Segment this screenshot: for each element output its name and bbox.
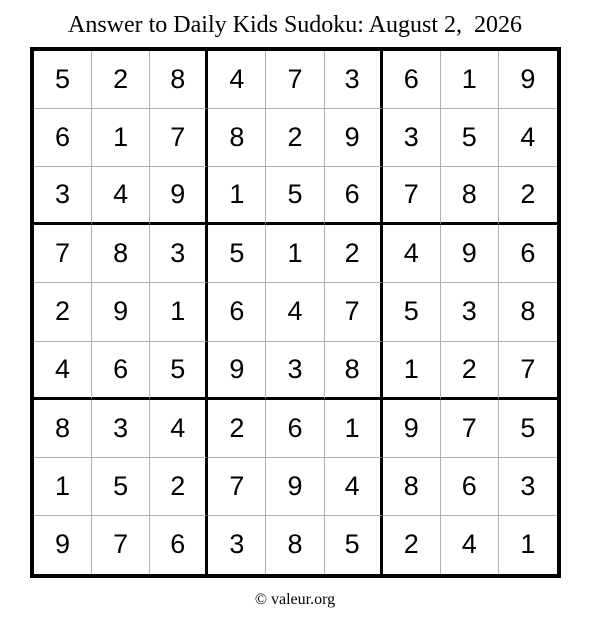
sudoku-cell: 6 — [441, 458, 499, 516]
sudoku-cell: 8 — [34, 400, 92, 458]
sudoku-cell: 7 — [34, 225, 92, 283]
sudoku-cell: 5 — [92, 458, 150, 516]
sudoku-cell: 3 — [266, 342, 324, 400]
sudoku-cell: 7 — [92, 516, 150, 574]
sudoku-cell: 4 — [92, 167, 150, 225]
sudoku-cell: 1 — [208, 167, 266, 225]
sudoku-cell: 9 — [92, 283, 150, 341]
sudoku-cell: 1 — [520, 529, 536, 560]
sudoku-cell: 8 — [441, 167, 499, 225]
sudoku-cell: 6 — [266, 400, 324, 458]
sudoku-cell: 9 — [325, 109, 383, 167]
page-title: Answer to Daily Kids Sudoku: August 2, 2026 — [67, 12, 522, 38]
sudoku-cell: 6 — [383, 51, 441, 109]
sudoku-cell: 2 — [34, 283, 92, 341]
sudoku-cell: 8 — [208, 109, 266, 167]
sudoku-cell: 5 — [441, 109, 499, 167]
sudoku-cell: 1 — [92, 109, 150, 167]
sudoku-cell: 1 — [150, 283, 208, 341]
sudoku-cell: 4 — [150, 400, 208, 458]
sudoku-cell: 7 — [383, 167, 441, 225]
sudoku-cell: 5 — [266, 167, 324, 225]
sudoku-cell: 4 — [383, 225, 441, 283]
sudoku-cell: 9 — [150, 167, 208, 225]
sudoku-cell: 6 — [92, 342, 150, 400]
sudoku-cell: 2 — [441, 342, 499, 400]
sudoku-cell: 3 — [208, 516, 266, 574]
sudoku-cell: 9 — [383, 400, 441, 458]
sudoku-cell: 4 — [208, 51, 266, 109]
sudoku-cell: 6 — [208, 283, 266, 341]
sudoku-cell: 8 — [325, 342, 383, 400]
sudoku-cell: 1 — [266, 225, 324, 283]
sudoku-cell: 7 — [499, 342, 557, 400]
sudoku-cell: 3 — [92, 400, 150, 458]
sudoku-cell: 4 — [34, 342, 92, 400]
sudoku-cell: 2 — [325, 225, 383, 283]
sudoku-cell: 1 — [383, 342, 441, 400]
sudoku-cell: 1 — [441, 51, 499, 109]
sudoku-cell: 3 — [441, 283, 499, 341]
sudoku-cell: 2 — [150, 458, 208, 516]
sudoku-cell: 2 — [266, 109, 324, 167]
sudoku-cell: 7 — [208, 458, 266, 516]
sudoku-cell: 9 — [266, 458, 324, 516]
sudoku-cell: 6 — [325, 167, 383, 225]
sudoku-cell: 2 — [92, 51, 150, 109]
sudoku-cell: 9 — [34, 516, 92, 574]
sudoku-cell: 5 — [499, 400, 557, 458]
sudoku-cell: 9 — [441, 225, 499, 283]
sudoku-cell: 8 — [383, 458, 441, 516]
sudoku-cell: 1 — [325, 400, 383, 458]
sudoku-cell: 7 — [325, 283, 383, 341]
sudoku-cell: 6 — [150, 516, 208, 574]
sudoku-cell: 6 — [34, 109, 92, 167]
sudoku-cell: 3 — [383, 109, 441, 167]
sudoku-cell: 5 — [383, 283, 441, 341]
sudoku-cell: 3 — [499, 458, 557, 516]
sudoku-cell: 7 — [266, 51, 324, 109]
sudoku-cell: 9 — [208, 342, 266, 400]
sudoku-cell: 8 — [266, 516, 324, 574]
sudoku-cell: 3 — [325, 51, 383, 109]
sudoku-cell: 4 — [325, 458, 383, 516]
sudoku-cell: 3 — [150, 225, 208, 283]
sudoku-cell: 2 — [208, 400, 266, 458]
sudoku-cell: 8 — [150, 51, 208, 109]
sudoku-cell: 8 — [92, 225, 150, 283]
sudoku-cell: 4 — [441, 516, 499, 574]
sudoku-cell: 5 — [34, 51, 92, 109]
sudoku-board — [30, 47, 561, 578]
sudoku-cell: 6 — [499, 225, 557, 283]
sudoku-cell: 7 — [150, 109, 208, 167]
sudoku-cell: 7 — [441, 400, 499, 458]
sudoku-cell: 2 — [383, 516, 441, 574]
sudoku-cell: 1 — [34, 458, 92, 516]
sudoku-cell: 2 — [499, 167, 557, 225]
sudoku-cell: 3 — [34, 167, 92, 225]
sudoku-cell: 5 — [325, 516, 383, 574]
sudoku-cell: 5 — [150, 342, 208, 400]
copyright-footer: © valeur.org — [254, 591, 336, 608]
sudoku-cell: 9 — [499, 51, 557, 109]
sudoku-cell: 4 — [499, 109, 557, 167]
sudoku-cell: 5 — [208, 225, 266, 283]
sudoku-cell: 4 — [266, 283, 324, 341]
sudoku-cell: 8 — [499, 283, 557, 341]
